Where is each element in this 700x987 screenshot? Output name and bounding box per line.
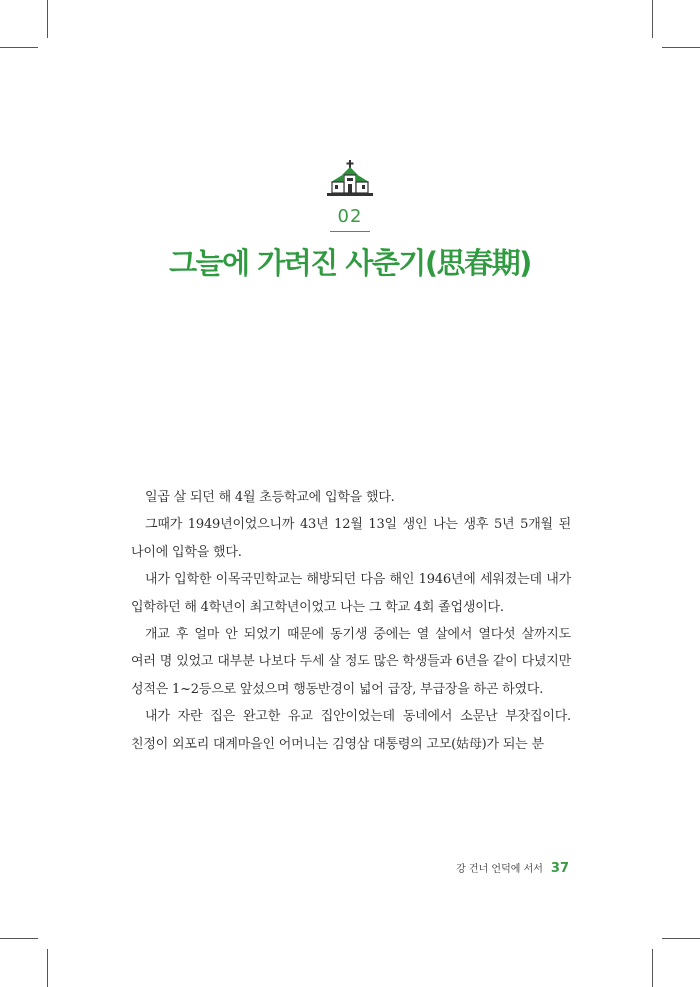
crop-mark bbox=[47, 0, 48, 38]
chapter-divider bbox=[330, 231, 370, 232]
paragraph: 개교 후 얼마 안 되었기 때문에 동기생 중에는 열 살에서 열다섯 살까지도 여러 명 있었고 대부분 나보다 두세 살 정도 많은 학생들과 6년을 같이 다녔지만 성적은 1~2등으로 앞섰으며 행동반경이 넓어 급장, 부급장을 하곤 하였다. bbox=[131, 627, 571, 697]
crop-mark bbox=[0, 938, 38, 939]
crop-mark bbox=[47, 949, 48, 987]
crop-mark bbox=[662, 938, 700, 939]
paragraph: 내가 입학한 이목국민학교는 해방되던 다음 해인 1946년에 세워졌는데 내가 입학하던 해 4학년이 최고학년이었고 나는 그 학교 4회 졸업생이다. bbox=[131, 572, 571, 615]
paragraph: 일곱 살 되던 해 4월 초등학교에 입학을 했다. bbox=[145, 490, 395, 505]
page-footer bbox=[456, 860, 569, 876]
running-title: 강 건너 언덕에 서서 bbox=[456, 864, 543, 875]
paragraph: 내가 자란 집은 완고한 유교 집안이었는데 동네에서 소문난 부잣집이다. 친정이 외포리 대계마을인 어머니는 김영삼 대통령의 고모(姑母)가 되는 분 bbox=[131, 709, 571, 752]
church-icon bbox=[327, 160, 373, 200]
crop-mark bbox=[662, 47, 700, 48]
crop-mark bbox=[0, 47, 38, 48]
chapter-number: 02 bbox=[337, 206, 363, 227]
chapter-title: 그늘에 가려진 사춘기(思春期) bbox=[169, 246, 531, 280]
page-number: 37 bbox=[550, 861, 569, 876]
crop-mark bbox=[652, 949, 653, 987]
body-text bbox=[131, 484, 571, 758]
crop-mark bbox=[652, 0, 653, 38]
paragraph: 그때가 1949년이었으니까 43년 12월 13일 생인 나는 생후 5년 5개월 된 나이에 입학을 했다. bbox=[131, 517, 571, 560]
